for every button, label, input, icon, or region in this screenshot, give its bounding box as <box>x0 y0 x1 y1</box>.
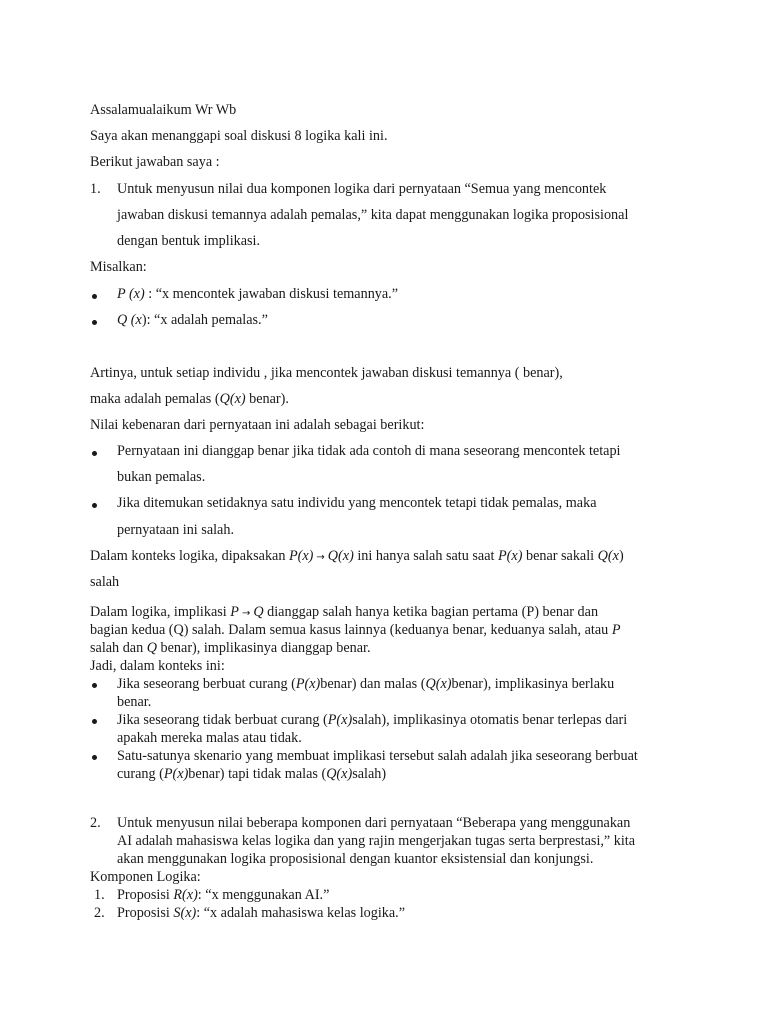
bullet <box>92 320 97 325</box>
def-q: Q (x): “x adalah pemalas.” <box>117 312 268 328</box>
bullet <box>92 683 97 688</box>
case3-line1: Satu-satunya skenario yang membuat implikasi tersebut salah adalah jika seseorang berbuat <box>117 748 638 764</box>
artinya-line1: Artinya, untuk setiap individu , jika mencontek jawaban diskusi temannya ( benar), <box>90 365 563 381</box>
case2-line1: Jika seseorang tidak berbuat curang (P(x)salah), implikasinya otomatis benar terlepas dari <box>117 712 628 728</box>
prop2-line: Proposisi S(x): “x adalah mahasiswa kelas logika.” <box>117 905 406 921</box>
item1-line2: jawaban diskusi temannya adalah pemalas,” kita dapat menggunakan logika proposisional <box>117 207 629 223</box>
misalkan-label: Misalkan: <box>90 259 147 275</box>
truth1-line1: Pernyataan ini dianggap benar jika tidak ada contoh di mana seseorang mencontek tetapi <box>117 443 621 459</box>
nilai-heading: Nilai kebenaran dari pernyataan ini adalah sebagai berikut: <box>90 417 425 433</box>
item2-line1: Untuk menyusun nilai beberapa komponen dari pernyataan “Beberapa yang menggunakan <box>117 815 631 831</box>
konteks-line2: salah <box>90 574 120 590</box>
konteks-line1: Dalam konteks logika, dipaksakan P(x) → Q(x) ini hanya salah satu saat P(x) benar sakali Q(x) <box>90 548 624 564</box>
bullet <box>92 503 97 508</box>
bullet <box>92 451 97 456</box>
greeting: Assalamualaikum Wr Wb <box>90 102 237 118</box>
item2-number: 2. <box>90 815 101 831</box>
item2-line2: AI adalah mahasiswa kelas logika dan yang rajin mengerjakan tugas serta berprestasi,” kita <box>117 833 636 849</box>
case2-line2: apakah mereka malas atau tidak. <box>117 730 302 746</box>
item2-line3: akan menggunakan logika proposisional dengan kuantor eksistensial dan konjungsi. <box>117 851 594 867</box>
truth2-line1: Jika ditemukan setidaknya satu individu yang mencontek tetapi tidak pemalas, maka <box>117 495 597 511</box>
prop2-number: 2. <box>94 905 105 921</box>
prop1-number: 1. <box>94 887 105 903</box>
implikasi-line1: Dalam logika, implikasi P → Q dianggap salah hanya ketika bagian pertama (P) benar dan <box>90 604 599 620</box>
jadi-line: Jadi, dalam konteks ini: <box>90 658 225 674</box>
item1-line1: Untuk menyusun nilai dua komponen logika dari pernyataan “Semua yang mencontek <box>117 181 607 197</box>
bullet <box>92 294 97 299</box>
intro-line: Saya akan menanggapi soal diskusi 8 logika kali ini. <box>90 128 388 144</box>
def-p: P (x) : “x mencontek jawaban diskusi temannya.” <box>117 286 399 302</box>
answer-intro: Berikut jawaban saya : <box>90 154 220 170</box>
case1-line2: benar. <box>117 694 152 710</box>
implikasi-line3: salah dan Q benar), implikasinya dianggap benar. <box>90 640 371 656</box>
item1-line3: dengan bentuk implikasi. <box>117 233 261 249</box>
bullet <box>92 719 97 724</box>
item1-number: 1. <box>90 181 101 197</box>
prop1-line: Proposisi R(x): “x menggunakan AI.” <box>117 887 330 903</box>
komponen-heading: Komponen Logika: <box>90 869 201 885</box>
implikasi-line2: bagian kedua (Q) salah. Dalam semua kasus lainnya (keduanya benar, keduanya salah, atau P <box>90 622 621 638</box>
truth2-line2: pernyataan ini salah. <box>117 522 234 538</box>
case1-line1: Jika seseorang berbuat curang (P(x)benar) dan malas (Q(x)benar), implikasinya berlaku <box>117 676 615 692</box>
case3-line2: curang (P(x)benar) tapi tidak malas (Q(x)salah) <box>117 766 387 782</box>
truth1-line2: bukan pemalas. <box>117 469 206 485</box>
bullet <box>92 755 97 760</box>
artinya-line2: maka adalah pemalas (Q(x) benar). <box>90 391 289 407</box>
